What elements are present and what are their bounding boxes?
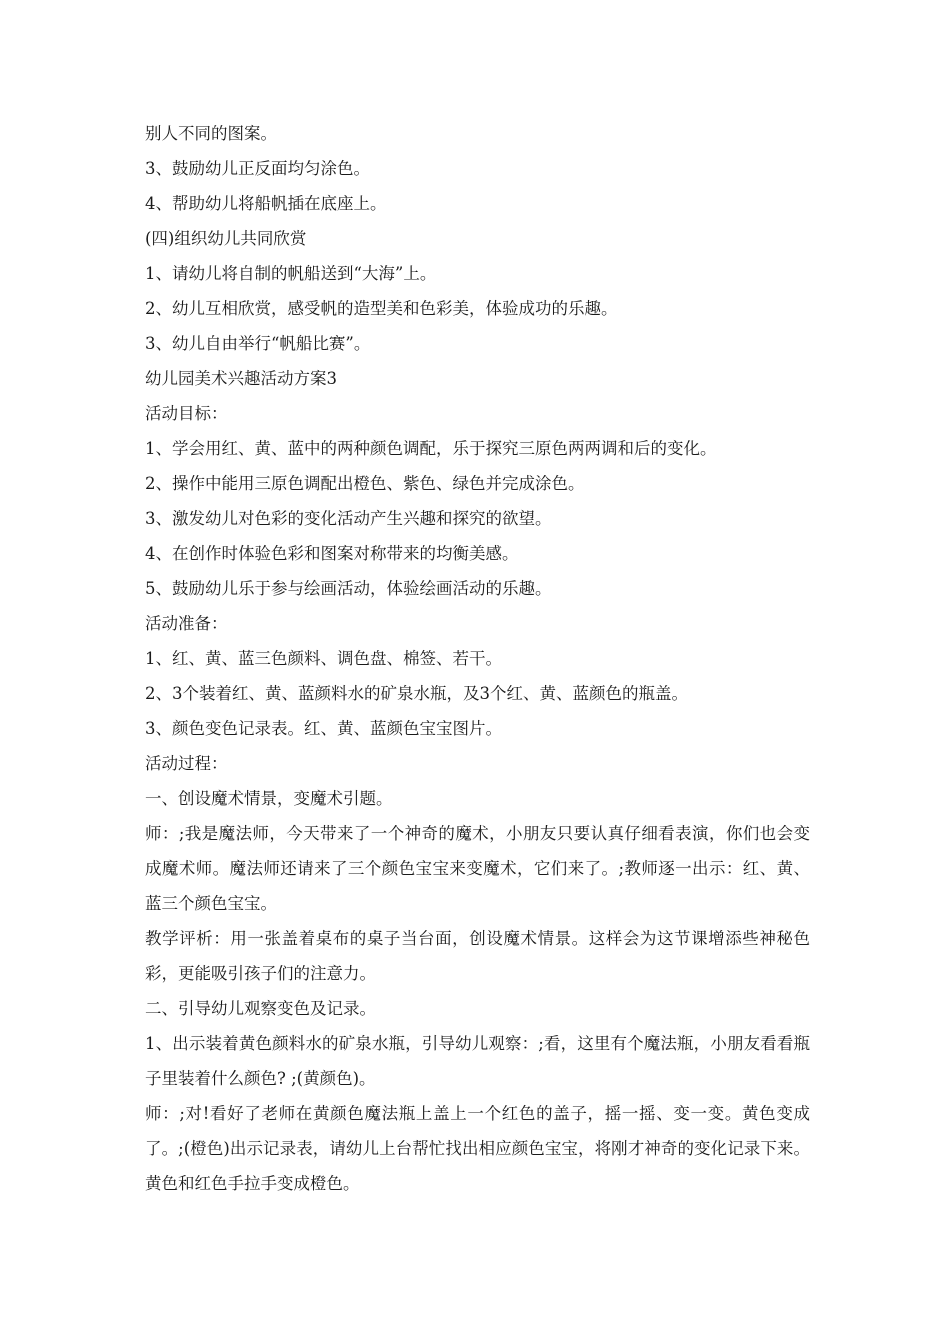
section-heading: 一、创设魔术情景，变魔术引题。 (145, 789, 393, 808)
paragraph: 4、在创作时体验色彩和图案对称带来的均衡美感。 (145, 544, 519, 563)
paragraph: 2、操作中能用三原色调配出橙色、紫色、绿色并完成涂色。 (145, 474, 585, 493)
paragraph: 1、出示装着黄色颜料水的矿泉水瓶，引导幼儿观察：;看，这里有个魔法瓶，小朋友看看瓶子里装着什么颜色? ;(黄颜色)。 (145, 1034, 810, 1088)
section-heading: (四)组织幼儿共同欣赏 (145, 229, 307, 248)
paragraph: 2、3个装着红、黄、蓝颜料水的矿泉水瓶，及3个红、黄、蓝颜色的瓶盖。 (145, 684, 688, 703)
paragraph: 4、帮助幼儿将船帆插在底座上。 (145, 194, 387, 213)
paragraph: 3、幼儿自由举行“帆船比赛”。 (145, 334, 371, 353)
paragraph: 5、鼓励幼儿乐于参与绘画活动，体验绘画活动的乐趣。 (145, 579, 552, 598)
paragraph: 师：;对!看好了老师在黄颜色魔法瓶上盖上一个红色的盖子，摇一摇、变一变。黄色变成了。;(橙色)出示记录表，请幼儿上台帮忙找出相应颜色宝宝，将刚才神奇的变化记录下来。黄色和红色手拉手变成橙色。 (145, 1104, 810, 1193)
paragraph: 教学评析：用一张盖着桌布的桌子当台面，创设魔术情景。这样会为这节课增添些神秘色彩，更能吸引孩子们的注意力。 (145, 929, 810, 983)
paragraph: 别人不同的图案。 (145, 124, 277, 143)
section-heading: 二、引导幼儿观察变色及记录。 (145, 999, 376, 1018)
paragraph: 师：;我是魔法师，今天带来了一个神奇的魔术，小朋友只要认真仔细看表演，你们也会变成魔术师。魔法师还请来了三个颜色宝宝来变魔术，它们来了。;教师逐一出示：红、黄、蓝三个颜色宝宝。 (145, 824, 810, 913)
section-heading: 活动准备： (145, 614, 228, 633)
paragraph: 1、请幼儿将自制的帆船送到“大海”上。 (145, 264, 437, 283)
section-heading: 活动目标： (145, 404, 228, 423)
paragraph: 1、学会用红、黄、蓝中的两种颜色调配，乐于探究三原色两两调和后的变化。 (145, 439, 717, 458)
paragraph: 3、激发幼儿对色彩的变化活动产生兴趣和探究的欲望。 (145, 509, 552, 528)
paragraph: 3、颜色变色记录表。红、黄、蓝颜色宝宝图片。 (145, 719, 502, 738)
paragraph: 2、幼儿互相欣赏，感受帆的造型美和色彩美，体验成功的乐趣。 (145, 299, 618, 318)
paragraph: 3、鼓励幼儿正反面均匀涂色。 (145, 159, 370, 178)
paragraph: 1、红、黄、蓝三色颜料、调色盘、棉签、若干。 (145, 649, 502, 668)
document-title: 幼儿园美术兴趣活动方案3 (145, 369, 337, 388)
section-heading: 活动过程： (145, 754, 228, 773)
document-page (145, 116, 810, 1201)
